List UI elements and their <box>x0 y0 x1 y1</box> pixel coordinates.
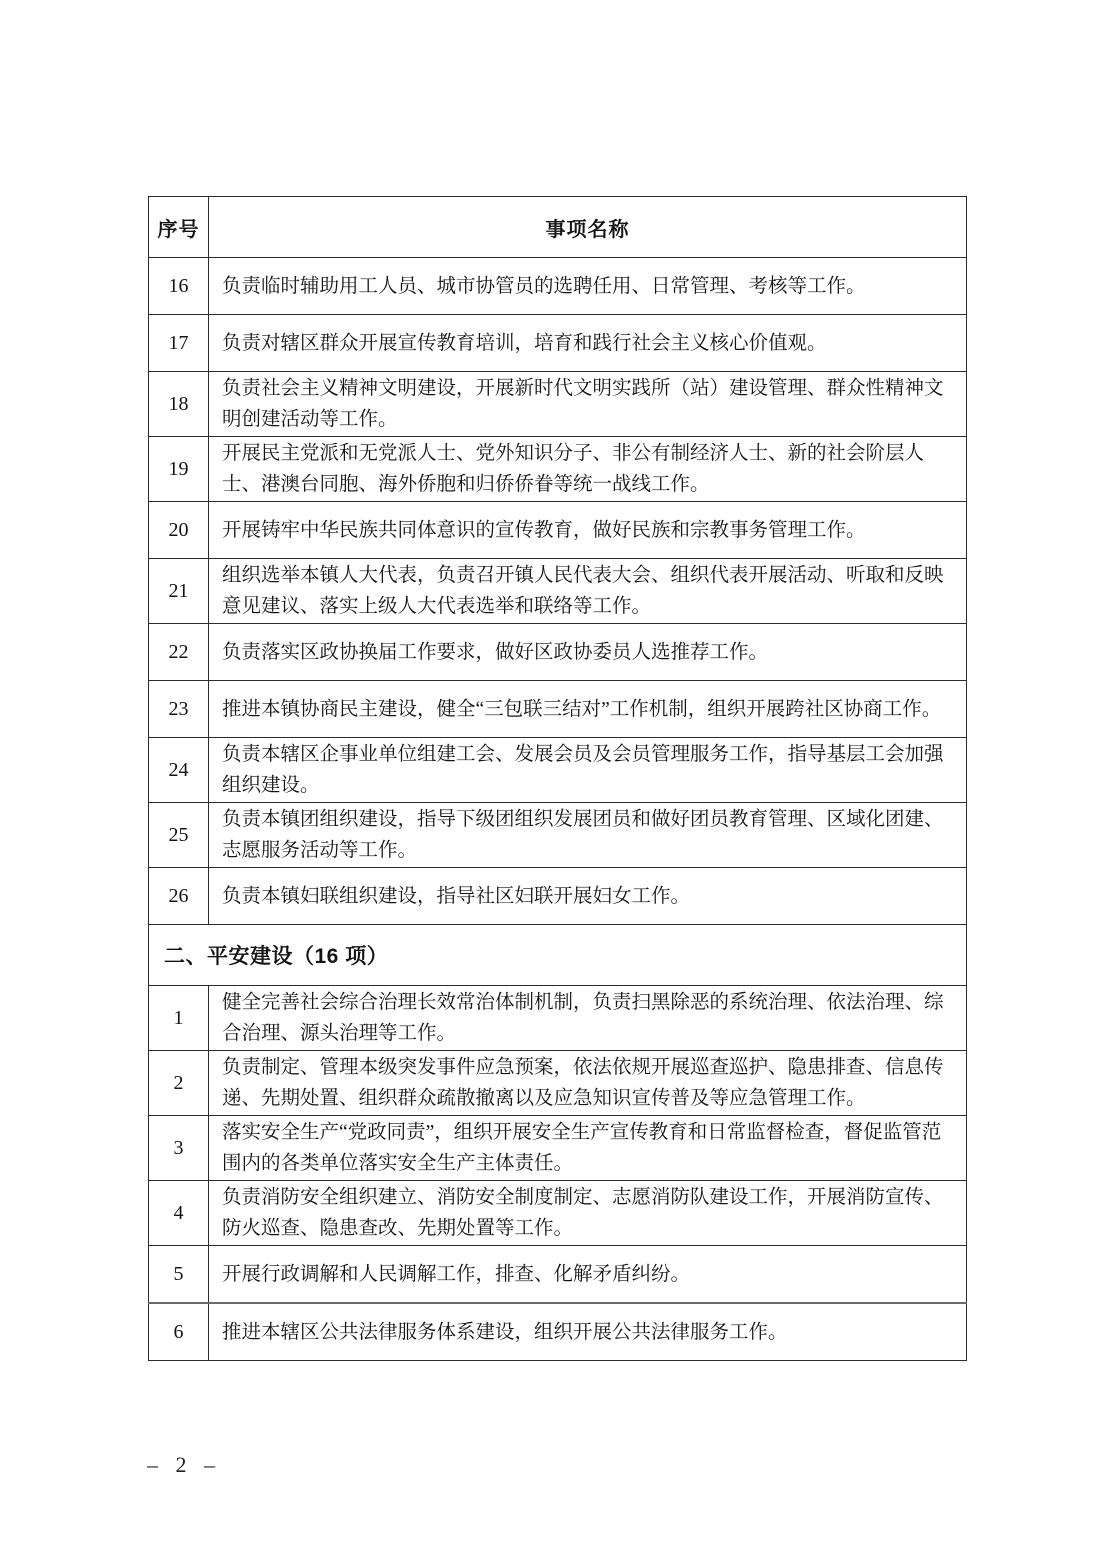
header-col-item-name: 事项名称 <box>209 197 967 258</box>
table-row <box>149 1116 967 1181</box>
row-serial-number: 5 <box>149 1246 209 1304</box>
table-row <box>149 1246 967 1304</box>
table-row <box>149 803 967 868</box>
row-item-text: 推进本辖区公共法律服务体系建设，组织开展公共法律服务工作。 <box>209 1303 967 1361</box>
table-row <box>149 681 967 738</box>
table-row <box>149 624 967 681</box>
row-serial-number: 20 <box>149 502 209 559</box>
row-item-text: 负责本辖区企事业单位组建工会、发展会员及会员管理服务工作，指导基层工会加强组织建设。 <box>209 738 967 803</box>
row-item-text: 负责本镇团组织建设，指导下级团组织发展团员和做好团员教育管理、区域化团建、志愿服务活动等工作。 <box>209 803 967 868</box>
table-row <box>149 559 967 624</box>
row-item-text: 推进本镇协商民主建设，健全“三包联三结对”工作机制，组织开展跨社区协商工作。 <box>209 681 967 738</box>
table-row <box>149 1303 967 1361</box>
row-item-text: 负责临时辅助用工人员、城市协管员的选聘任用、日常管理、考核等工作。 <box>209 258 967 315</box>
row-serial-number: 18 <box>149 372 209 437</box>
table-header-row <box>149 197 967 258</box>
row-serial-number: 26 <box>149 868 209 925</box>
row-item-text: 健全完善社会综合治理长效常治体制机制，负责扫黑除恶的系统治理、依法治理、综合治理、源头治理等工作。 <box>209 986 967 1051</box>
row-serial-number: 16 <box>149 258 209 315</box>
table-row <box>149 1051 967 1116</box>
row-serial-number: 21 <box>149 559 209 624</box>
table-row <box>149 258 967 315</box>
table-row <box>149 738 967 803</box>
row-item-text: 负责对辖区群众开展宣传教育培训，培育和践行社会主义核心价值观。 <box>209 315 967 372</box>
section-title: 二、平安建设（16 项） <box>149 925 967 986</box>
row-item-text: 负责社会主义精神文明建设，开展新时代文明实践所（站）建设管理、群众性精神文明创建活动等工作。 <box>209 372 967 437</box>
table-row <box>149 315 967 372</box>
row-serial-number: 4 <box>149 1181 209 1246</box>
row-serial-number: 25 <box>149 803 209 868</box>
row-serial-number: 6 <box>149 1303 209 1361</box>
section-header-row <box>149 925 967 986</box>
row-serial-number: 3 <box>149 1116 209 1181</box>
row-item-text: 负责落实区政协换届工作要求，做好区政协委员人选推荐工作。 <box>209 624 967 681</box>
table-row <box>149 502 967 559</box>
row-serial-number: 2 <box>149 1051 209 1116</box>
row-serial-number: 22 <box>149 624 209 681</box>
items-table <box>148 196 967 1361</box>
row-item-text: 开展行政调解和人民调解工作，排查、化解矛盾纠纷。 <box>209 1246 967 1304</box>
row-item-text: 负责本镇妇联组织建设，指导社区妇联开展妇女工作。 <box>209 868 967 925</box>
row-item-text: 开展民主党派和无党派人士、党外知识分子、非公有制经济人士、新的社会阶层人士、港澳台同胞、海外侨胞和归侨侨眷等统一战线工作。 <box>209 437 967 502</box>
row-serial-number: 24 <box>149 738 209 803</box>
row-item-text: 开展铸牢中华民族共同体意识的宣传教育，做好民族和宗教事务管理工作。 <box>209 502 967 559</box>
table-row <box>149 437 967 502</box>
row-item-text: 落实安全生产“党政同责”，组织开展安全生产宣传教育和日常监督检查，督促监管范围内的各类单位落实安全生产主体责任。 <box>209 1116 967 1181</box>
table-row <box>149 1181 967 1246</box>
row-item-text: 组织选举本镇人大代表，负责召开镇人民代表大会、组织代表开展活动、听取和反映意见建议、落实上级人大代表选举和联络等工作。 <box>209 559 967 624</box>
row-item-text: 负责制定、管理本级突发事件应急预案，依法依规开展巡查巡护、隐患排查、信息传递、先期处置、组织群众疏散撤离以及应急知识宣传普及等应急管理工作。 <box>209 1051 967 1116</box>
row-serial-number: 19 <box>149 437 209 502</box>
table-row <box>149 986 967 1051</box>
table-row <box>149 372 967 437</box>
header-col-serial-number: 序号 <box>149 197 209 258</box>
row-serial-number: 23 <box>149 681 209 738</box>
page-number: – 2 – <box>147 1452 221 1477</box>
row-serial-number: 1 <box>149 986 209 1051</box>
row-serial-number: 17 <box>149 315 209 372</box>
table-row <box>149 868 967 925</box>
row-item-text: 负责消防安全组织建立、消防安全制度制定、志愿消防队建设工作，开展消防宣传、防火巡查、隐患查改、先期处置等工作。 <box>209 1181 967 1246</box>
